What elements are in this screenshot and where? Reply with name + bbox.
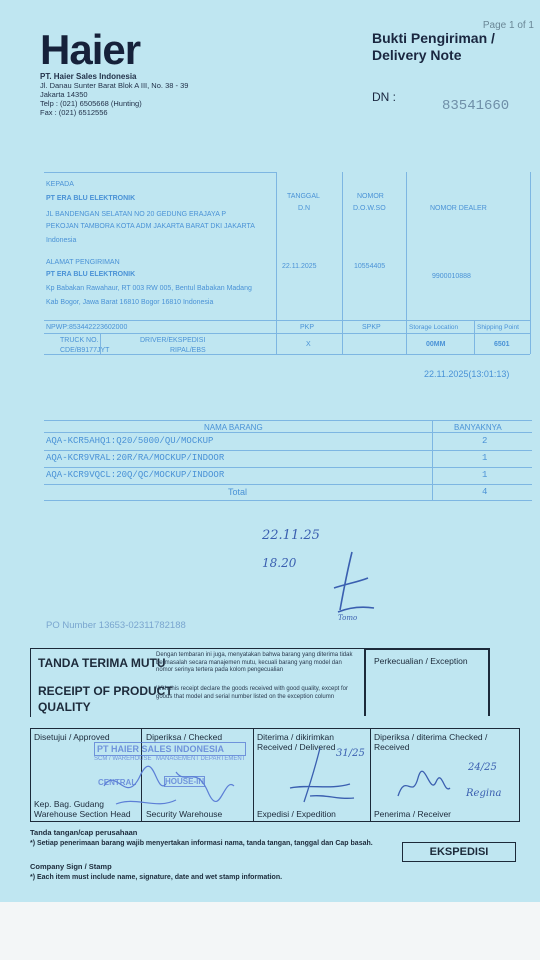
handwritten-date: 22.11.25	[262, 528, 320, 543]
dn-number: 83541660	[442, 98, 510, 114]
items-line	[44, 420, 532, 421]
table-line	[530, 172, 531, 354]
spkp-header: SPKP	[362, 324, 381, 331]
company-address	[40, 72, 188, 117]
signature-name: Tomo	[338, 614, 358, 622]
receipt-title-id: TANDA TERIMA MUTU	[38, 656, 166, 670]
table-line	[44, 320, 530, 321]
nomor-sub: D.O.W.SO	[353, 205, 386, 212]
shipping-point-value: 6501	[494, 341, 510, 348]
exception-left-border	[364, 648, 366, 716]
receipt-title-en-2: QUALITY	[38, 700, 91, 714]
receipt-title-en-1: RECEIPT OF PRODUCT	[38, 684, 173, 698]
npwp: NPWP:853442223602000	[46, 324, 128, 331]
company-sign-note: *) Each item must include name, signature, date and wet stamp information.	[30, 874, 283, 881]
recipient-name: PT ERA BLU ELEKTRONIK	[46, 195, 136, 202]
items-line	[44, 467, 532, 468]
title-line-1: Bukti Pengiriman /	[372, 30, 495, 46]
page-number: Page 1 of 1	[482, 20, 534, 31]
stamp-house-in: HOUSE-IN	[165, 777, 205, 786]
item-name: AQA-KCR9VRAL:20R/RA/MOCKUP/INDOOR	[46, 453, 225, 463]
section-head-line-2: Warehouse Section Head	[34, 809, 131, 819]
shipping-address-1: Kp Babakan Rawahaur, RT 003 RW 005, Bentul Babakan Madang	[46, 285, 252, 292]
items-line	[44, 432, 532, 433]
expedition-date: 31/25	[336, 748, 365, 759]
receipt-text-en: With this receipt declare the goods received with good quality, except for goods that model and serial number listed on the exception column	[156, 686, 348, 700]
handwritten-signature	[322, 548, 382, 620]
received-delivered-label: Diterima / dikirimkan Received / Delivered	[257, 732, 336, 752]
po-number: PO Number 13653-02311782188	[46, 620, 186, 631]
stamp-management: MANAGEMENT DEPARTEMENT	[156, 756, 246, 762]
recipient-address-2: PEKOJAN TAMBORA KOTA ADM JAKARTA BARAT DKI JAKARTA	[46, 223, 255, 230]
receiver-signature	[392, 766, 452, 806]
recipient-address-3: Indonesia	[46, 237, 77, 244]
sign-note: *) Setiap penerimaan barang wajib menyertakan informasi nama, tanda tangan, tanggal dan Cap basah.	[30, 840, 373, 847]
exception-label: Perkecualian / Exception	[374, 656, 468, 666]
sign-label: Tanda tangan/cap perusahaan	[30, 828, 138, 837]
nomor-header: NOMOR	[357, 193, 384, 200]
stamp-central: CENTRAL	[98, 778, 137, 787]
shipping-address-label: ALAMAT PENGIRIMAN	[46, 259, 120, 266]
storage-location-value: 00MM	[426, 341, 446, 348]
checked-label: Diperiksa / Checked	[146, 732, 223, 742]
handwritten-time: 18.20	[262, 556, 297, 570]
table-line	[474, 320, 475, 354]
telephone: Telp : (021) 6505668 (Hunting)	[40, 99, 142, 108]
table-line	[44, 354, 530, 355]
address-line-1: Jl. Danau Sunter Barat Blok A III, No. 38 - 39	[40, 81, 189, 90]
shipping-point-header: Shipping Point	[477, 324, 519, 331]
dn-label: DN :	[372, 90, 396, 104]
items-line	[44, 450, 532, 451]
recipient-address-1: JL BANDENGAN SELATAN NO 20 GEDUNG ERAJAYA P	[46, 211, 227, 218]
driver-header: DRIVER/EKSPEDISI	[140, 337, 206, 344]
grid-divider	[370, 728, 371, 821]
shipping-address-2: Kab Bogor, Jawa Barat 16810 Bogor 16810 Indonesia	[46, 299, 214, 306]
company-sign-label: Company Sign / Stamp	[30, 862, 112, 871]
dealer-number: 9900010888	[432, 273, 471, 280]
company-stamp: PT HAIER SALES INDONESIA	[94, 742, 246, 756]
item-name: AQA-KCR5AHQ1:Q20/5000/QU/MOCKUP	[46, 436, 214, 446]
expedition-label: Expedisi / Expedition	[257, 809, 336, 819]
shipping-name: PT ERA BLU ELEKTRONIK	[46, 271, 136, 278]
exception-right-border	[488, 648, 490, 716]
security-warehouse-label: Security Warehouse	[146, 809, 223, 819]
total-qty: 4	[482, 487, 488, 497]
table-line	[44, 172, 276, 173]
document-title	[372, 30, 495, 64]
pkp-value: X	[306, 341, 311, 348]
approved-label: Disetujui / Approved	[34, 732, 110, 742]
stamp-sub: SCM / WAREHOUSE	[94, 756, 152, 762]
nomor-dealer-header: NOMOR DEALER	[430, 205, 487, 212]
title-line-2: Delivery Note	[372, 47, 462, 63]
company-name: PT. Haier Sales Indonesia	[40, 72, 137, 81]
print-timestamp: 22.11.2025(13:01:13)	[424, 369, 510, 379]
total-label: Total	[228, 487, 248, 497]
nama-barang-header: NAMA BARANG	[204, 423, 263, 432]
tanggal-header: TANGGAL	[287, 193, 320, 200]
driver-value: RIPAL/EBS	[170, 347, 206, 354]
items-line	[44, 484, 532, 485]
page-margin-bottom	[0, 902, 540, 960]
copy-label: EKSPEDISI	[402, 842, 516, 862]
item-qty: 2	[482, 436, 488, 446]
receiver-name: Regina	[466, 788, 502, 799]
banyaknya-header: BANYAKNYA	[454, 423, 502, 432]
truck-no-value: CDE/B9177JYT	[60, 347, 110, 354]
do-number: 10554405	[354, 263, 386, 270]
table-line	[342, 172, 343, 354]
checked-received-label: Diperiksa / diterima Checked / Received	[374, 732, 488, 752]
receiver-label: Penerima / Receiver	[374, 809, 452, 819]
receipt-text-id: Dengan tembaran ini juga, menyatakan bahwa barang yang diterima tidak bermasalah secara manajemen mutu, kecuali barang yang model dan nomor serinya tertera pada kolom pengecualian	[156, 652, 353, 673]
table-line	[44, 333, 530, 334]
item-qty: 1	[482, 470, 488, 480]
item-name: AQA-KCR9VQCL:20Q/QC/MOCKUP/INDOOR	[46, 470, 225, 480]
table-line	[276, 172, 277, 354]
address-line-2: Jakarta 14350	[40, 90, 88, 99]
exception-top-border	[364, 648, 489, 650]
items-line	[44, 500, 532, 501]
fax: Fax : (021) 6512556	[40, 108, 108, 117]
pkp-header: PKP	[300, 324, 315, 331]
receiver-date: 24/25	[468, 762, 497, 773]
items-line	[432, 420, 433, 500]
tanggal-sub: D.N	[298, 205, 311, 212]
item-qty: 1	[482, 453, 488, 463]
haier-logo: Haier	[40, 26, 141, 73]
grid-divider	[253, 728, 254, 821]
kepada-label: KEPADA	[46, 181, 74, 188]
section-head-line-1: Kep. Bag. Gudang	[34, 799, 104, 809]
truck-no-header: TRUCK NO.	[60, 337, 99, 344]
stamp-signatures	[96, 756, 240, 814]
storage-location-header: Storage Location	[409, 324, 459, 331]
dn-date: 22.11.2025	[282, 263, 317, 270]
table-line	[406, 172, 407, 354]
